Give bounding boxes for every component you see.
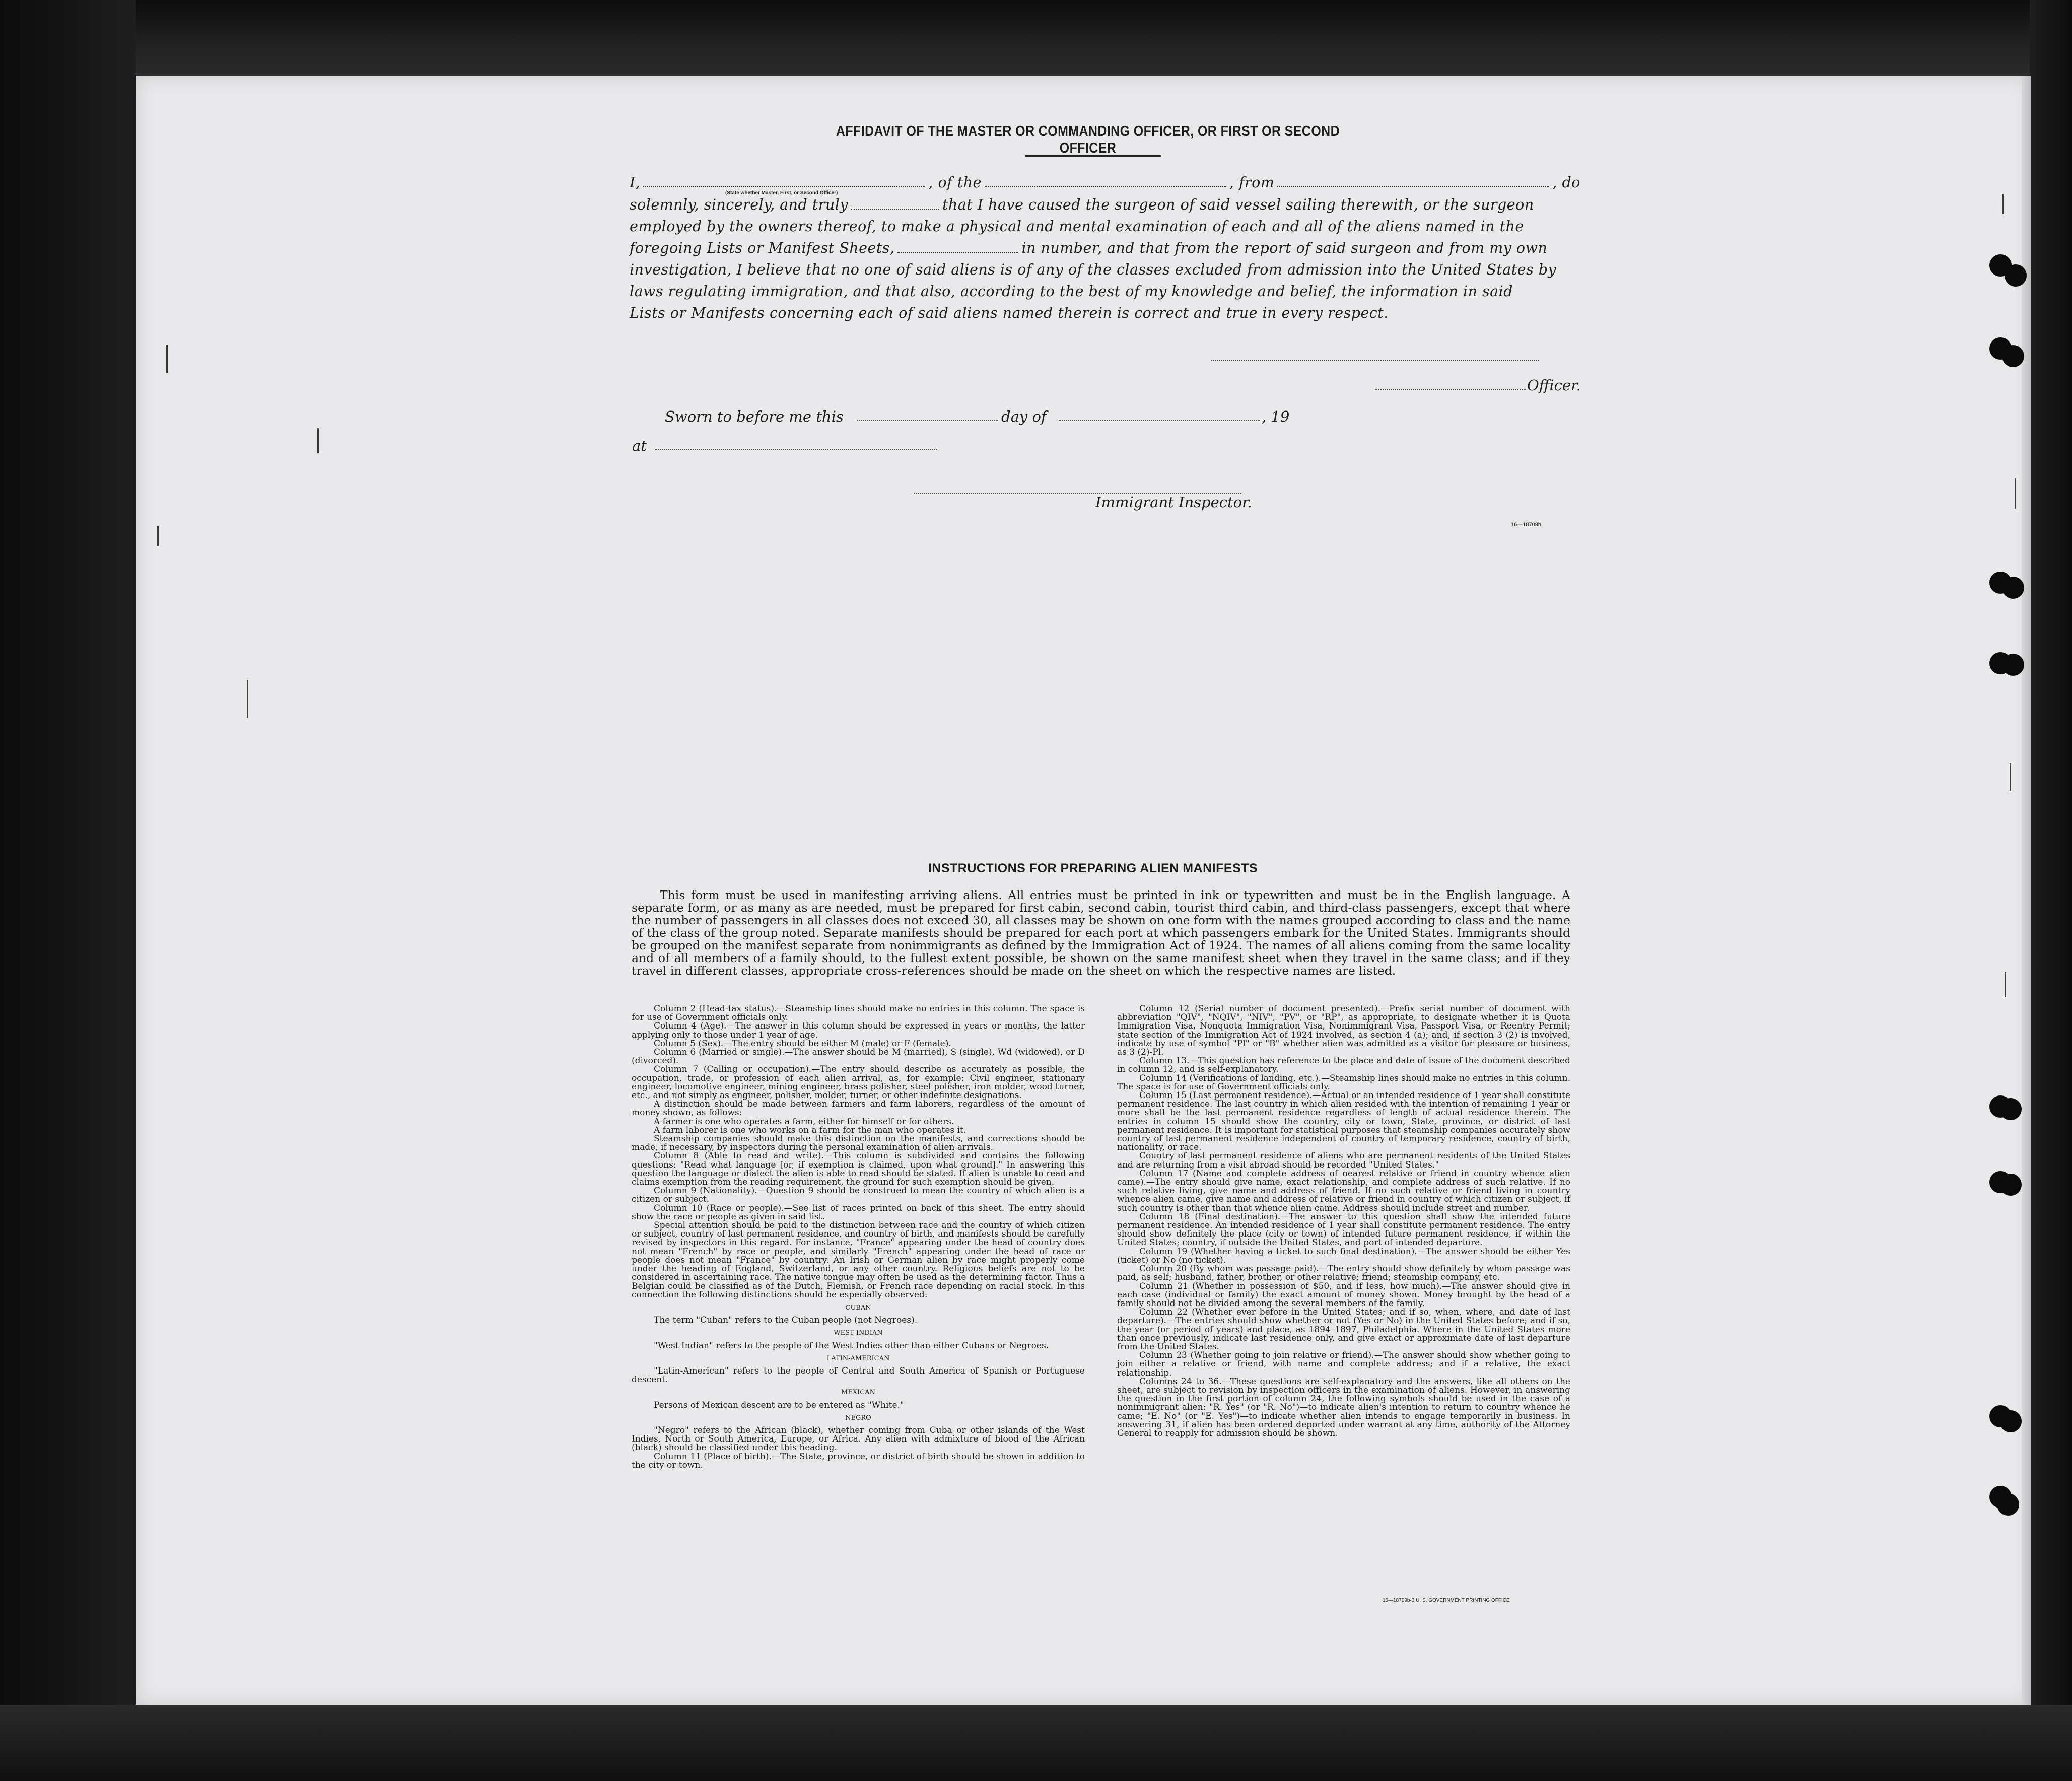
punch-hole <box>2002 654 2024 676</box>
instruction-paragraph: Column 12 (Serial number of document presented).—Prefix serial number of document with abbreviation "QIV", "NQIV", "NIV", "PV", or "RP", as appropriate, to designate whether it is Quota Immigration Visa, Nonquota Immigration Visa, Nonimmigrant Visa, Passport Visa, or Reentry Permit; state section of the Immigration Act of 1924 involved, as section 4 (a); and, if section 3 (2) is involved, indicate by use of symbol "Pl" or "B" whether alien was admitted as a visitor for pleasure or business, as 3 (2)-Pl. <box>1117 1004 1570 1058</box>
heading-mexican: MEXICAN <box>841 1389 875 1397</box>
instructions-intro: This form must be used in manifesting arriving aliens. All entries must be printed in ink or typewritten and must be in the English language. A separate form, or as many as are needed, must be prepared for first cabin, second cabin, tourist third cabin, and third-class passengers, except that where the number of passengers in all classes does not exceed 30, all classes may be shown on one form with the names grouped according to class and the name of the class of the group noted. Separate manifests should be prepared for each port at which passengers embark for the United States. Immigrants should be grouped on the manifest separate from nonimmigrants as defined by the Immigration Act of 1924. The names of all aliens coming from the same locality and of all members of a family should, to the fullest extent possible, be shown on the same manifest sheet when they travel in the same class; and if they travel in different classes, appropriate cross-references should be made on the sheet on which the respective names are listed. <box>632 888 1570 978</box>
year-label: , 19 <box>1262 408 1290 425</box>
film-border-left <box>0 0 136 1781</box>
instruction-paragraph: Column 14 (Verifications of landing, etc.).—Steamship lines should make no entries in this column. The space is for use of Government officials only. <box>1117 1073 1570 1092</box>
instruction-paragraph: Column 17 (Name and complete address of nearest relative or friend in country whence alien came).—The entry should give name, exact relationship, and complete address of such relative. If no such relative living, give name and address of friend. If no such relative or friend living in country whence alien came, give name and address of relative or friend in country of which citizen or subject, if such country is other than that whence alien came. Address should include street and number. <box>1117 1168 1570 1213</box>
instruction-paragraph: Column 20 (By whom was passage paid).—The entry should show definitely by whom passage was paid, as self; husband, father, brother, or other relative; friend; steamship company, etc. <box>1117 1264 1570 1283</box>
signature-line-2 <box>1375 389 1526 390</box>
scan-mark <box>2002 194 2004 214</box>
sworn-label: Sworn to before me this <box>665 408 844 425</box>
affidavit-line-7: Lists or Manifests concerning each of said aliens named therein is correct and true in every respect. <box>630 305 1389 321</box>
affidavit-text: that I have caused the surgeon of said vessel sailing therewith, or the surgeon <box>942 196 1534 213</box>
instruction-paragraph: Columns 24 to 36.—These questions are self-explanatory and the answers, like all others on the sheet, are subject to revision by inspection officers in the examination of aliens. However, in answering the question in the first portion of column 24, the following symbols should be used in the case of a nonimmigrant alien: "R. Yes" (or "R. No")—to indicate alien's intention to return to country whence he came; "E. No" (or "E. Yes")—to indicate whether alien intends to engage temporarily in business. In answering 31, if alien has been ordered deported under warrant at any time, authority of the Attorney General to reapply for admission should be shown. <box>1117 1376 1570 1438</box>
instruction-paragraph: Column 18 (Final destination).—The answer to this question shall show the intended future permanent residence. An intended residence of 1 year shall constitute permanent residence. The entry should show definitely the place (city or town) of intended future permanent residence, if within the United States; country, if outside the United States, and port of intended departure. <box>1117 1211 1570 1248</box>
punch-hole <box>1997 1493 2019 1516</box>
instruction-paragraph: Special attention should be paid to the distinction between race and the country of which citizen or subject, country of last permanent residence, and country of birth, and manifests should be carefully revised by inspectors in this regard. For instance, "France" appearing under the head of country does not mean "French" by race or people, and similarly "French" appearing under the head of race or people does not mean "France" by country. An Irish or German alien by race might properly come under the heading of England, Switzerland, or any other country. Religious beliefs are not to be considered in ascertaining race. The native tongue may often be used as the determining factor. Thus a Belgian could be classified as of the Dutch, Flemish, or French race depending on racial stock. In this connection the following distinctions should be especially observed: <box>632 1220 1085 1300</box>
scan-mark <box>157 526 159 546</box>
instruction-paragraph: Column 2 (Head-tax status).—Steamship lines should make no entries in this column. The space is for use of Government officials only. <box>632 1004 1085 1023</box>
scan-mark <box>2010 763 2011 791</box>
officer-rank-note: (State whether Master, First, or Second Officer) <box>725 190 838 196</box>
affidavit-line-6: laws regulating immigration, and that also, according to the best of my knowledge and belief, the information in said <box>630 283 1513 300</box>
heading-west-indian: WEST INDIAN <box>834 1329 883 1337</box>
instruction-paragraph: Column 13.—This question has reference to the place and date of issue of the document described in column 12, and is self-explanatory. <box>1117 1056 1570 1075</box>
affidavit-line-3: employed by the owners thereof, to make a physical and mental examination of each and all of the aliens named in the <box>630 218 1524 235</box>
affidavit-of-the: , of the <box>928 174 982 191</box>
instruction-paragraph: Column 19 (Whether having a ticket to such final destination).—The answer should be either Yes (ticket) or No (no ticket). <box>1117 1246 1570 1265</box>
affidavit-line-4 <box>630 240 1566 256</box>
definition-west-indian: "West Indian" refers to the people of the West Indies other than either Cubans or Negroes. <box>654 1340 1049 1351</box>
definition-latin-american: "Latin-American" refers to the people of Central and South America of Spanish or Portuguese descent. <box>632 1365 1085 1385</box>
affidavit-do: , do <box>1552 174 1580 191</box>
manifest-sheet <box>136 76 2031 1705</box>
vessel-blank <box>985 186 1226 187</box>
affidavit-line-5: investigation, I believe that no one of said aliens is of any of the classes excluded from admission into the United States by <box>630 261 1557 278</box>
instructions-title: INSTRUCTIONS FOR PREPARING ALIEN MANIFESTS <box>928 861 1258 875</box>
sheet-edge <box>2022 76 2031 1705</box>
instruction-paragraph: Column 22 (Whether ever before in the United States; and if so, when, where, and date of last departure).—The entries should show whether or not (Yes or No) in the United States before; and if so, the year (or period of years) and place, as 1894–1897, Philadelphia. Where in the United States more than once previously, indicate last residence only, and give exact or approximate date of last departure from the United States. <box>1117 1307 1570 1352</box>
day-of-label: day of <box>1001 408 1047 425</box>
punch-hole <box>2005 264 2027 287</box>
instruction-paragraph: A farm laborer is one who works on a farm for the man who operates it. <box>654 1125 966 1135</box>
scan-mark <box>317 428 319 453</box>
affidavit-line-2 <box>630 196 1566 213</box>
instructions-left-column <box>632 1005 1085 1470</box>
sworn-month-blank <box>1059 420 1260 421</box>
at-label: at <box>632 437 647 454</box>
instruction-paragraph: Column 8 (Able to read and write).—This column is subdivided and contains the following questions: "Read what language [or, if exemption is claimed, upon what ground]." In answering this question the language or dialect the alien is able to read should be stated. If alien is unable to read and claims exemption from the reading requirement, the ground for such exemption should be given. <box>632 1151 1085 1188</box>
punch-hole <box>1999 1174 2022 1196</box>
printing-office-footer: 16—18709b-3 U. S. GOVERNMENT PRINTING OFFICE <box>1383 1598 1510 1603</box>
punch-hole <box>2002 345 2024 367</box>
instruction-paragraph: Column 11 (Place of birth).—The State, province, or district of birth should be shown in addition to the city or town. <box>632 1451 1085 1470</box>
heading-negro: NEGRO <box>845 1414 871 1422</box>
form-number: 16—18709b <box>1511 522 1541 528</box>
instruction-paragraph: Column 7 (Calling or occupation).—The entry should describe as accurately as possible, the occupation, trade, or profession of each alien arrival, as, for example: Civil engineer, stationary engineer, locomotive engineer, mining engineer, brass polisher, steel polisher, iron molder, wood turner, etc., and not simply as engineer, polisher, molder, turner, or other indefinite designations. <box>632 1064 1085 1101</box>
instruction-paragraph: Column 10 (Race or people).—See list of races printed on back of this sheet. The entry should show the race or people as given in said list. <box>632 1203 1085 1222</box>
affidavit-i: I, <box>630 174 641 191</box>
instruction-paragraph: Column 5 (Sex).—The entry should be either M (male) or F (female). <box>654 1038 951 1049</box>
instruction-paragraph: Column 21 (Whether in possession of $50, and if less, how much).—The answer should give in each case (individual or family) the exact amount of money shown. Money brought by the head of a family should not be divided among the several members of the family. <box>1117 1281 1570 1309</box>
swear-blank <box>851 209 939 210</box>
affidavit-text: solemnly, sincerely, and truly <box>630 196 848 213</box>
film-border-right <box>2030 0 2072 1781</box>
instruction-paragraph: Column 23 (Whether going to join relative or friend).—The answer should show whether going to join either a relative or friend, with name and complete address; and if a relative, the exact relationship. <box>1117 1350 1570 1378</box>
heading-latin-american: LATIN-AMERICAN <box>826 1354 890 1362</box>
film-border-top <box>0 0 2072 76</box>
affidavit-text: in number, and that from the report of said surgeon and from my own <box>1021 240 1548 256</box>
instruction-paragraph: Steamship companies should make this distinction on the manifests, and corrections should be made, if necessary, by inspectors during the personal examination of alien arrivals. <box>632 1134 1085 1153</box>
instruction-paragraph: Column 4 (Age).—The answer in this column should be expressed in years or months, the latter applying only to those under 1 year of age. <box>632 1021 1085 1040</box>
affidavit-title: AFFIDAVIT OF THE MASTER OR COMMANDING OFFICER, OR FIRST OR SECOND OFFICER <box>836 123 1340 156</box>
affidavit-from: , from <box>1229 174 1275 191</box>
punch-hole <box>1999 1410 2022 1432</box>
instruction-paragraph: Column 9 (Nationality).—Question 9 should be construed to mean the country of which alien is a citizen or subject. <box>632 1186 1085 1205</box>
signature-line-1 <box>1211 360 1539 361</box>
instruction-paragraph: Column 6 (Married or single).—The answer should be M (married), S (single), Wd (widowed), or D (divorced). <box>632 1047 1085 1066</box>
definition-mexican: Persons of Mexican descent are to be entered as "White." <box>654 1400 904 1410</box>
instructions-right-column <box>1117 1005 1570 1438</box>
scan-mark <box>2015 478 2016 509</box>
punch-hole <box>1999 1098 2022 1120</box>
sworn-day-blank <box>857 420 998 421</box>
officer-name-blank <box>643 186 925 187</box>
scan-mark <box>166 345 168 373</box>
inspector-label: Immigrant Inspector. <box>1095 494 1252 511</box>
title-rule <box>1025 155 1161 157</box>
punch-hole <box>2002 577 2024 599</box>
affidavit-text: foregoing Lists or Manifest Sheets, <box>630 240 895 256</box>
instruction-paragraph: Column 15 (Last permanent residence).—Actual or an intended residence of 1 year shall constitute permanent residence. The last country in which alien resided with the intention of remaining 1 year or more shall be the last permanent residence regardless of length of actual residence therein. The entries in column 15 should show the country, city or town, State, province, or district of last permanent residence. It is important for statistical purposes that steamship companies accurately show country of last permanent residence independent of country of temporary residence, country of birth, nationality, or race. <box>1117 1090 1570 1153</box>
heading-cuban: CUBAN <box>845 1304 871 1312</box>
film-border-bottom <box>0 1705 2072 1781</box>
instruction-paragraph: A farmer is one who operates a farm, either for himself or for others. <box>654 1116 954 1127</box>
instruction-paragraph: Country of last permanent residence of aliens who are permanent residents of the United States and are returning from a visit abroad should be recorded "United States." <box>1117 1151 1570 1170</box>
port-blank <box>1277 186 1549 187</box>
scan-mark <box>247 680 248 718</box>
instruction-paragraph: A distinction should be made between farmers and farm laborers, regardless of the amount of money shown, as follows: <box>632 1099 1085 1118</box>
count-blank <box>897 252 1018 253</box>
officer-label: Officer. <box>1527 377 1581 394</box>
affidavit-line-1 <box>630 174 1580 191</box>
definition-negro: "Negro" refers to the African (black), whether coming from Cuba or other islands of the West Indies, North or South America, Europe, or Africa. Any alien with admixture of blood of the African (black) should be classified under this heading. <box>632 1425 1085 1453</box>
scan-mark <box>2005 972 2006 997</box>
definition-cuban: The term "Cuban" refers to the Cuban people (not Negroes). <box>654 1315 918 1326</box>
at-place-blank <box>655 449 937 450</box>
